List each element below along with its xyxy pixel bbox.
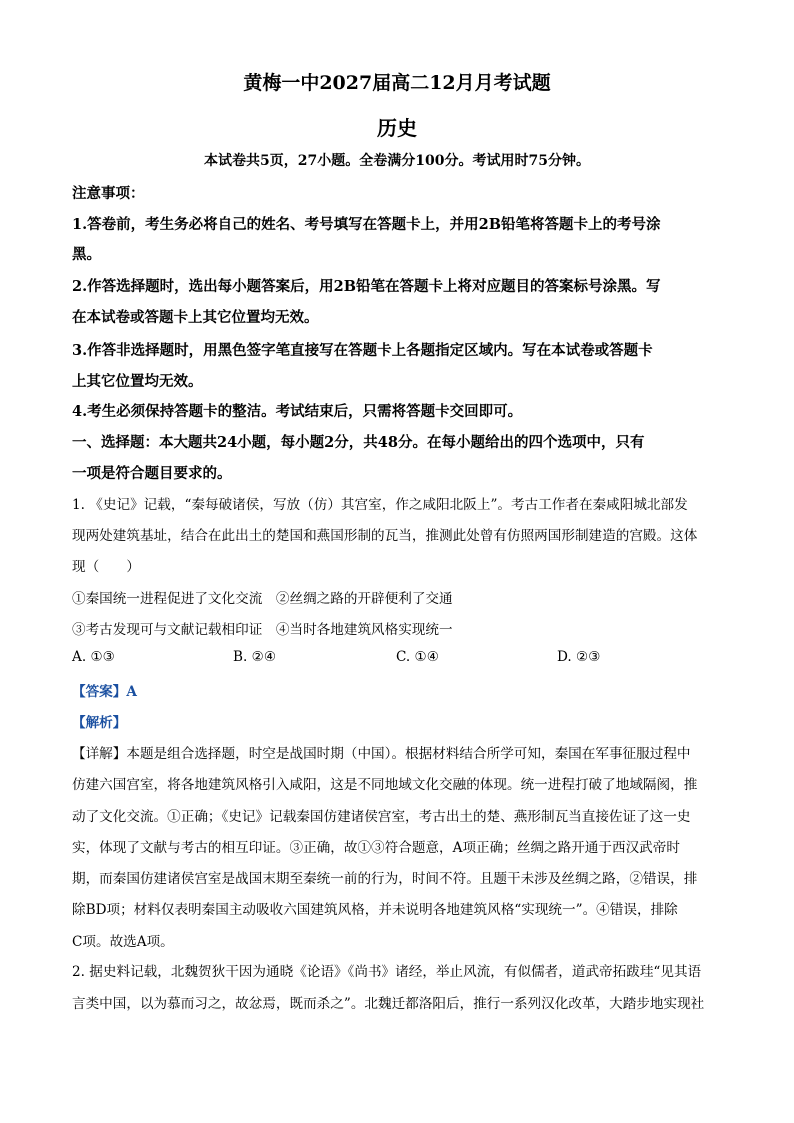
section-heading: 一项是符合题目要求的。 — [72, 465, 232, 482]
notice-heading: 注意事项： — [72, 185, 145, 202]
question-1-detail: 动了文化交流。①正确；《史记》记载秦国仿建诸侯宫室，考古出土的楚、燕形制瓦当直接佐证了这一史 — [72, 809, 691, 825]
question-1-option-d: D. ②③ — [557, 649, 601, 665]
exam-summary: 本试卷共5页，27小题。全卷满分100分。考试用时75分钟。 — [204, 153, 590, 169]
question-1-statement: ③考古发现可与文献记载相印证 ④当时各地建筑风格实现统一 — [72, 622, 453, 638]
question-2-stem: 2. 据史料记载，北魏贺狄干因为通晓《论语》《尚书》诸经，举止风流，有似儒者，道武帝拓跋珪“见其语 — [72, 964, 702, 980]
notice-line: 1.答卷前，考生务必将自己的姓名、考号填写在答题卡上，并用2B铅笔将答题卡上的考号涂 — [72, 216, 661, 233]
question-1-detail: 除BD项；材料仅表明秦国主动吸收六国建筑风格，并未说明各地建筑风格“实现统一”。④错误，排除 — [72, 902, 678, 918]
question-1-statement: ①秦国统一进程促进了文化交流 ②丝绸之路的开辟便利了交通 — [72, 591, 453, 607]
notice-line: 上其它位置均无效。 — [72, 373, 203, 390]
notice-line: 在本试卷或答题卡上其它位置均无效。 — [72, 309, 319, 326]
exam-title: 黄梅一中2027届高二12月月考试题 — [243, 72, 551, 94]
question-1-detail: 【详解】本题是组合选择题，时空是战国时期（中国）。根据材料结合所学可知，秦国在军事征服过程中 — [72, 746, 691, 762]
notice-line: 4.考生必须保持答题卡的整洁。考试结束后，只需将答题卡交回即可。 — [72, 403, 523, 420]
question-1-stem: 1. 《史记》记载，“秦每破诸侯，写放（仿）其宫室，作之咸阳北阪上”。考古工作者在秦咸阳城北部发 — [72, 497, 688, 513]
question-1-analysis-label: 【解析】 — [72, 715, 127, 731]
section-heading: 一、选择题：本大题共24小题，每小题2分，共48分。在每小题给出的四个选项中，只有 — [72, 434, 645, 451]
question-1-detail: 期，而秦国仿建诸侯宫室是战国末期至秦统一前的行为，时间不符。且题干未涉及丝绸之路，②错误，排 — [72, 871, 698, 887]
notice-line: 黑。 — [72, 246, 101, 263]
question-1-detail: 仿建六国宫室，将各地建筑风格引入咸阳，这是不同地域文化交融的体现。统一进程打破了地域隔阂，推 — [72, 777, 698, 793]
question-1-detail: 实，体现了文献与考古的相互印证。③正确，故①③符合题意，A项正确；丝绸之路开通于西汉武帝时 — [72, 840, 680, 856]
question-1-stem: 现两处建筑基址，结合在此出土的楚国和燕国形制的瓦当，推测此处曾有仿照两国形制建造的宫殿。这体 — [72, 528, 698, 544]
notice-line: 3.作答非选择题时，用黑色签字笔直接写在答题卡上各题指定区域内。写在本试卷或答题卡 — [72, 342, 653, 359]
question-1-option-c: C. ①④ — [396, 649, 439, 665]
question-2-stem: 言类中国，以为慕而习之，故忿焉，既而杀之”。北魏迁都洛阳后，推行一系列汉化改革，大踏步地实现社 — [72, 996, 705, 1012]
subject-title: 历史 — [377, 116, 417, 140]
question-1-detail: C项。故选A项。 — [72, 934, 174, 950]
notice-line: 2.作答选择题时，选出每小题答案后，用2B铅笔在答题卡上将对应题目的答案标号涂黑。写 — [72, 278, 661, 295]
question-1-option-b: B. ②④ — [233, 649, 277, 665]
question-1-stem: 现（ ） — [72, 559, 140, 575]
question-1-answer: 【答案】A — [72, 684, 137, 700]
question-1-option-a: A. ①③ — [72, 649, 115, 665]
